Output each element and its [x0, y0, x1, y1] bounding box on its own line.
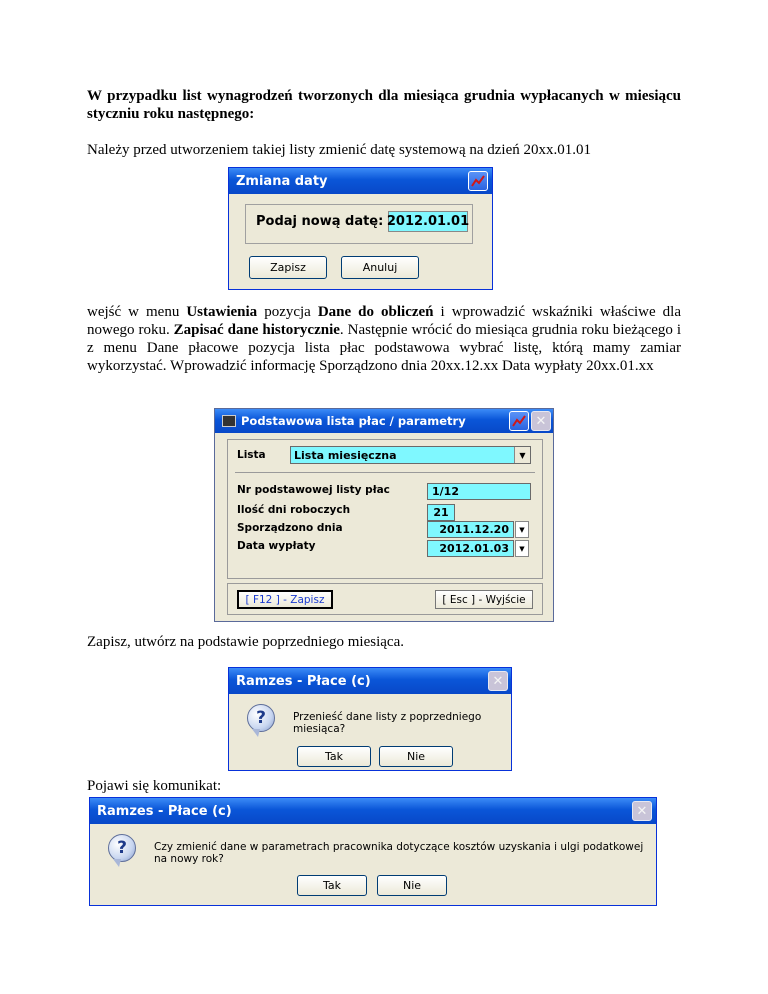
chart-icon[interactable]	[509, 411, 529, 431]
save-button[interactable]	[249, 256, 327, 279]
nr-input[interactable]: 1/12	[427, 483, 531, 500]
dni-input[interactable]: 21	[427, 504, 455, 521]
exit-label: [ Esc ] - Wyjście	[442, 593, 526, 606]
close-icon[interactable]: ✕	[488, 671, 508, 691]
question-icon: ?	[108, 834, 136, 862]
wyplata-label: Data wypłaty	[237, 540, 316, 552]
date-input[interactable]: 2012.01.01	[388, 211, 468, 232]
dropdown-arrow-icon[interactable]: ▼	[515, 540, 529, 557]
sporz-label: Sporządzono dnia	[237, 522, 343, 534]
sporz-input[interactable]: 2011.12.20	[427, 521, 514, 538]
dialog-title: Zmiana daty	[236, 173, 328, 189]
menu-name: Ustawienia	[186, 304, 258, 320]
instruction-2	[87, 303, 681, 375]
copy-list-dialog	[228, 667, 512, 771]
save-label: [ F12 ] - Zapisz	[245, 593, 325, 606]
update-params-dialog	[89, 797, 657, 906]
instruction-3: Zapisz, utwórz na podstawie poprzedniego miesiąca.	[87, 634, 404, 650]
app-icon	[222, 415, 236, 427]
no-button[interactable]	[377, 875, 447, 896]
save-label: Zapisz	[270, 261, 306, 274]
title-bar	[215, 409, 553, 433]
heading: W przypadku list wynagrodzeń tworzonych dla miesiąca grudnia wypłacanych w miesiącu styczniu roku następnego:	[87, 88, 681, 122]
message: Przenieść dane listy z poprzedniego miesiąca?	[293, 711, 482, 735]
dropdown-arrow-icon[interactable]: ▼	[514, 447, 530, 463]
instruction-4: Pojawi się komunikat:	[87, 778, 222, 794]
menu-item: Dane do obliczeń	[317, 304, 434, 320]
lista-value: Lista miesięczna	[294, 448, 397, 462]
yes-button[interactable]	[297, 746, 371, 767]
close-icon[interactable]: ✕	[531, 411, 551, 431]
f12-save-button[interactable]	[237, 590, 333, 609]
date-label: Podaj nową datę:	[256, 214, 384, 229]
lista-label: Lista	[237, 449, 266, 461]
yes-label: Tak	[324, 750, 343, 763]
divider	[235, 472, 535, 473]
text: . Następnie wrócić do miesiąca grudnia roku bieżącego i z menu Dane płacowe pozycja lista płac podstawowa wybrać listę, którą mamy zamiar wykorzystać. Wprowadzić informację Sporządzono dnia 20xx.12.xx Data wypłaty 20xx.01.xx	[87, 322, 681, 374]
no-label: Nie	[406, 750, 426, 763]
message: Czy zmienić dane w parametrach pracownika dotyczące kosztów uzyskania i ulgi podatkowej na nowy rok?	[154, 841, 644, 865]
payroll-params-dialog	[214, 408, 554, 622]
text: wejść w menu	[87, 304, 187, 320]
dni-label: Ilość dni roboczych	[237, 504, 351, 516]
dropdown-arrow-icon[interactable]: ▼	[515, 521, 529, 538]
dialog-title: Ramzes - Płace (c)	[97, 803, 232, 819]
emphasis: Zapisać dane historycznie	[173, 322, 340, 338]
no-label: Nie	[402, 879, 422, 892]
title-bar	[229, 168, 492, 194]
cancel-button[interactable]	[341, 256, 419, 279]
question-icon: ?	[247, 704, 275, 732]
text: pozycja	[257, 304, 318, 320]
dialog-title: Podstawowa lista płac / parametry	[241, 414, 466, 428]
chart-icon[interactable]	[468, 171, 488, 191]
change-date-dialog	[228, 167, 493, 290]
title-bar	[229, 668, 511, 694]
esc-exit-button[interactable]	[435, 590, 533, 609]
instruction-1: Należy przed utworzeniem takiej listy zmienić datę systemową na dzień 20xx.01.01	[87, 142, 592, 158]
title-bar	[90, 798, 656, 824]
text: i wprowadzić wskaźniki właściwe dla nowego roku.	[87, 304, 681, 338]
wyplata-input[interactable]: 2012.01.03	[427, 540, 514, 557]
no-button[interactable]	[379, 746, 453, 767]
close-icon[interactable]: ✕	[632, 801, 652, 821]
dialog-title: Ramzes - Płace (c)	[236, 673, 371, 689]
yes-label: Tak	[322, 879, 341, 892]
lista-select[interactable]	[290, 446, 531, 464]
nr-label: Nr podstawowej listy płac	[237, 484, 390, 496]
yes-button[interactable]	[297, 875, 367, 896]
cancel-label: Anuluj	[362, 261, 398, 274]
